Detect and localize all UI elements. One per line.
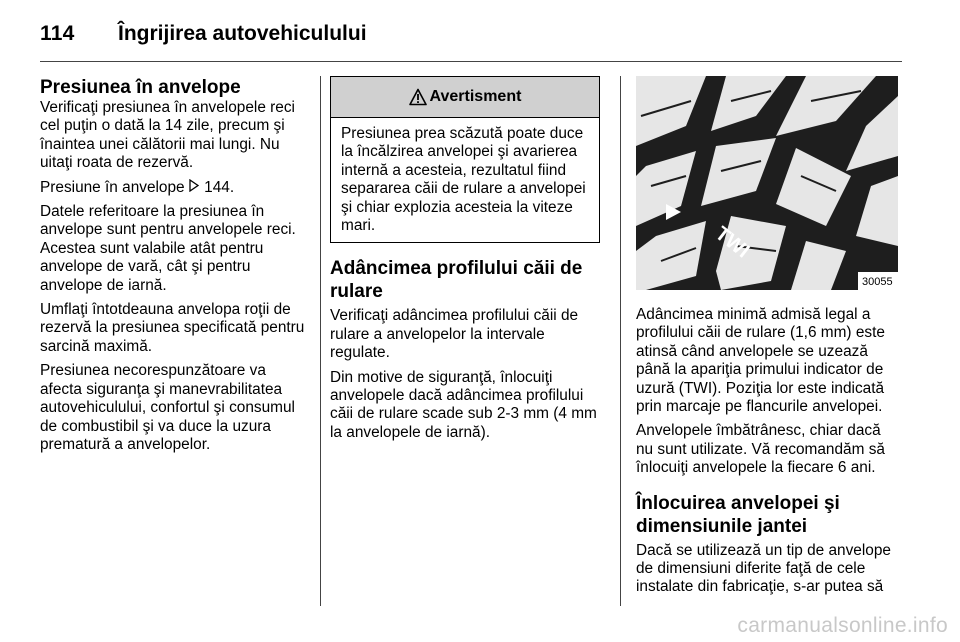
paragraph: Datele referitoare la presiunea în anvelope sunt pentru anvelopele reci. Acestea sunt valabile atât pentru anvelope de vară, cât şi pentru anvelope de iarnă. bbox=[40, 203, 296, 294]
page-number: 114 bbox=[40, 22, 75, 45]
section-heading: Presiunea în anvelope bbox=[40, 77, 241, 98]
warning-box bbox=[330, 76, 600, 243]
column-right bbox=[636, 76, 902, 603]
paragraph: Verificaţi presiunea în anvelopele reci cel puţin o dată la 14 zile, precum şi înaintea unei călătorii mai lungi. Nu uitaţi roata de rezervă. bbox=[40, 99, 295, 172]
column-divider bbox=[620, 76, 621, 606]
page-header bbox=[40, 22, 902, 62]
paragraph: Presiunea necorespunzătoare va afecta siguranţa şi manevrabilitatea autovehiculului, confortul şi consumul de combustibil şi va duce la uzura prematură a anvelopelor. bbox=[40, 362, 295, 453]
paragraph: Adâncimea minimă admisă legal a profilului căii de rulare (1,6 mm) este atinsă când anvelopele se uzează până la apariţia primului indicator de uzură (TWI). Poziţia lor este indicată prin marcaje pe flancurile anvelopei. bbox=[636, 306, 885, 416]
warning-header bbox=[331, 77, 599, 118]
figure-number: 30055 bbox=[862, 276, 893, 288]
paragraph: Anvelopele îmbătrânesc, chiar dacă nu sunt utilizate. Vă recomandăm să înlocuiţi anvelopele la fiecare 6 ani. bbox=[636, 422, 885, 477]
section-heading: Adâncimea profilului căii de rulare bbox=[330, 258, 583, 303]
column-middle bbox=[330, 76, 602, 448]
paragraph: Din motive de siguranţă, înlocuiţi anvelopele dacă adâncimea profilului căii de rulare scade sub 2-3 mm (4 mm la anvelopele de iarnă). bbox=[330, 368, 597, 441]
site-watermark: carmanualsonline.info bbox=[737, 614, 948, 637]
paragraph-reference: Presiune în anvelope 144. bbox=[40, 178, 235, 196]
warning-text: Presiunea prea scăzută poate duce la încălzirea anvelopei şi avarierea internă a acesteia, rezultatul fiind separarea căii de rulare a anvelopei şi chiar explozia acesteia la viteze mari. bbox=[341, 125, 586, 235]
page-reference-arrow-icon[interactable] bbox=[189, 179, 200, 197]
paragraph: Verificaţi adâncimea profilului căii de rulare a anvelopelor la intervale regulate. bbox=[330, 307, 579, 362]
section-heading: Înlocuirea anvelopei şi dimensiunile jantei bbox=[636, 492, 840, 537]
twi-label: TWI bbox=[710, 222, 754, 263]
column-left bbox=[40, 76, 306, 460]
paragraph: Dacă se utilizează un tip de anvelope de dimensiuni diferite faţă de cele instalate din fabricaţie, s-ar putea să bbox=[636, 541, 891, 596]
warning-triangle-icon bbox=[409, 88, 427, 106]
page-title: Îngrijirea autovehiculului bbox=[118, 22, 367, 45]
tire-tread-image bbox=[636, 76, 898, 290]
paragraph: Umflaţi întotdeauna anvelopa roţii de rezervă la presiunea specificată pentru sarcină maximă. bbox=[40, 301, 305, 355]
warning-title: Avertisment bbox=[429, 87, 522, 105]
column-divider bbox=[320, 76, 321, 606]
page-reference[interactable]: 144. bbox=[204, 178, 235, 196]
